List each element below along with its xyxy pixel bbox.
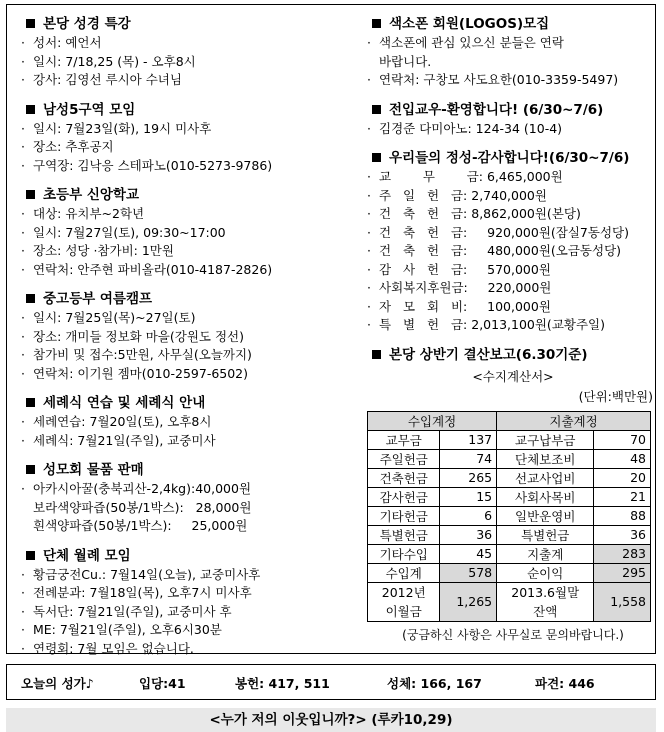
info-line: 대상: 유치부~2학년 [33,206,145,221]
info-line: 강사: 김영선 루시아 수녀님 [33,72,182,87]
square-bullet-icon [372,153,381,162]
section-district-meeting: 남성5구역 모임 · 일시: 7월23일(화), 19시 미사후 · 장소: 추후공지 · 구역장: 김낙응 스테파노(010-5273-9786) [21,101,273,173]
offering-line: 사회복지후원금: 220,000원 [379,280,552,295]
square-bullet-icon [372,350,381,359]
financial-table [367,411,651,622]
section-newcomers: 전입교우-환영합니다! (6/30~7/6) · 김경준 다미아노: 124-34 (10-4) [367,101,604,136]
section-title: 본당 상반기 결산보고(6.30기준) [389,346,588,363]
square-bullet-icon [26,551,35,560]
section-offerings: 우리들의 정성-감사합니다!(6/30~7/6) · 교 무 금: 6,465,000원 · 주 일 헌 금: 2,740,000원 · 건 축 헌 금: 8,862,000원(본당) · 건 축 헌 금: 920,000원(잠실7동성당) · 건 축 헌 금: 480,000원(오금동성당) · 감 사 헌 금: 570,000원 · 사회복지후원금: 220,000원 · 자 모 회 비: 100,000원 · 특 별 헌 금: 2,013,100원(교황주일) [367,150,630,332]
info-line: 성서: 예언서 [33,35,102,50]
info-line: 세례연습: 7월20일(토), 오후8시 [33,414,212,429]
section-monthly-meetings: 단체 월례 모임 · 황금궁전Cu.: 7월14일(오늘), 교중미사후 · 전례분과: 7월18일(목), 오후7시 미사후 · 독서단: 7월21일(주일), 교중미사 후 · ME: 7월21일(주일), 오후6시30분 · 연령회: 7월 모임은 없습니다. [21,547,261,656]
hymn-entry: 입당:41 [139,676,186,691]
info-line: 연락처: 구창모 사도요한(010-3359-5497) [379,72,619,87]
hymn-dismissal: 파견: 446 [535,676,595,691]
info-line: 세례식: 7월21일(주일), 교중미사 [33,432,216,448]
square-bullet-icon [372,105,381,114]
section-elementary-school: 초등부 신앙학교 · 대상: 유치부~2학년 · 일시: 7월27일(토), 09:30~17:00 · 장소: 성당 ·참가비: 1만원 · 연락처: 안주현 파비올라(010-4187-2826) [21,187,273,277]
info-line: 구역장: 김낙응 스테파노(010-5273-9786) [33,157,273,173]
info-line: 장소: 성당 ·참가비: 1만원 [33,243,174,258]
table-row: 건축헌금 265 선교사업비 20 [368,468,651,487]
table-row: 교무금 137 교구납부금 70 [368,430,651,449]
section-title: 중고등부 여름캠프 [43,291,153,307]
bible-verse: <누가 저의 이웃입니까?> (루카10,29) [6,708,656,732]
info-line: 김경준 다미아노: 124-34 (10-4) [379,120,563,136]
info-line: 색소폰에 관심 있으신 분들은 연락 [379,35,564,50]
hymn-title: 오늘의 성가♪ [21,676,94,691]
square-bullet-icon [26,105,35,114]
info-line: 장소: 추후공지 [33,139,114,154]
info-line: 황금궁전Cu.: 7월14일(오늘), 교중미사후 [33,566,261,582]
right-column [367,15,659,643]
report-subtitle: <수지계산서> [472,368,554,384]
table-row: 기타수입 45 지출계 283 [368,544,651,563]
table-note: (궁금하신 사항은 사무실로 문의바랍니다.) [402,627,624,642]
offering-line: 건 축 헌 금: 8,862,000원(본당) [379,206,581,221]
square-bullet-icon [26,398,35,407]
offering-line: 건 축 헌 금: 920,000원(잠실7동성당) [379,224,629,240]
square-bullet-icon [26,19,35,28]
section-saxophone: 색소폰 회원(LOGOS)모집 · 색소폰에 관심 있으신 분들은 연락 바랍니다. · 연락처: 구창모 사도요한(010-3359-5497) [367,16,619,87]
hymn-bar [6,664,656,700]
table-row: 주일헌금 74 단체보조비 48 [368,449,651,468]
hymn-communion: 성체: 166, 167 [387,676,482,691]
section-title: 색소폰 회원(LOGOS)모집 [389,16,550,32]
info-line: 장소: 개미들 정보화 마을(강원도 정선) [33,328,244,344]
info-line: 바랍니다. [379,53,432,69]
square-bullet-icon [372,19,381,28]
info-line: 일시: 7월23일(화), 19시 미사후 [33,120,212,136]
section-title: 전입교우-환영합니다! (6/30~7/6) [389,101,604,118]
section-title: 초등부 신앙학교 [43,187,139,203]
info-line: 참가비 및 접수:5만원, 사무실(오늘까지) [33,347,252,362]
income-header: 수입계정 [368,411,497,430]
square-bullet-icon [26,465,35,474]
offering-line: 감 사 헌 금: 570,000원 [379,261,551,277]
info-line: 일시: 7월25일(목)~27일(토) [33,310,196,325]
section-title: 단체 월례 모임 [43,547,131,564]
info-line: 흰색양파즙(50봉/1박스): 25,000원 [33,518,248,533]
square-bullet-icon [26,294,35,303]
info-line: 일시: 7/18,25 (목) - 오후8시 [33,53,196,69]
section-title: 성모회 물품 판매 [43,462,144,478]
report-unit: (단위:백만원) [578,389,653,404]
info-line: 아카시아꿀(충북괴산-2,4kg):40,000원 [33,481,252,496]
section-baptism: 세례식 연습 및 세례식 안내 · 세례연습: 7월20일(토), 오후8시 · 세례식: 7월21일(주일), 교중미사 [21,395,216,448]
bulletin-frame [6,4,656,654]
table-header-row [368,411,651,430]
section-goods-sale: 성모회 물품 판매 · 아카시아꿀(충북괴산-2,4kg):40,000원 보라색양파즙(50봉/1박스): 28,000원 흰색양파즙(50봉/1박스): 25,000원 [21,462,252,533]
table-row: 기타헌금 6 일반운영비 88 [368,506,651,525]
hymn-offertory: 봉헌: 417, 511 [235,676,330,691]
info-line: 독서단: 7월21일(주일), 교중미사 후 [33,603,232,619]
section-title: 우리들의 정성-감사합니다!(6/30~7/6) [389,150,630,166]
section-summer-camp: 중고등부 여름캠프 · 일시: 7월25일(목)~27일(토) · 장소: 개미들 정보화 마을(강원도 정선) · 참가비 및 접수:5만원, 사무실(오늘까지) · 연락처: 이기원 젬마(010-2597-6502) [21,291,252,381]
section-title: 본당 성경 특강 [43,16,131,32]
offering-line: 자 모 회 비: 100,000원 [379,298,551,314]
table-row-balance: 2012년 이월금 1,265 2013.6월말 잔액 1,558 [368,582,651,621]
expense-header: 지출계정 [497,411,651,430]
info-line: 일시: 7월27일(토), 09:30~17:00 [33,224,226,240]
offering-line: 교 무 금: 6,465,000원 [379,169,563,184]
offering-line: 특 별 헌 금: 2,013,100원(교황주일) [379,317,605,332]
square-bullet-icon [26,190,35,199]
info-line: 전례분과: 7월18일(목), 오후7시 미사후 [33,585,252,600]
info-line: ME: 7월21일(주일), 오후6시30분 [33,622,222,637]
offering-line: 건 축 헌 금: 480,000원(오금동성당) [379,243,622,258]
section-title: 남성5구역 모임 [43,101,136,118]
info-line: 연락처: 이기원 젬마(010-2597-6502) [33,365,249,381]
info-line: 연령회: 7월 모임은 없습니다. [33,640,194,656]
table-row: 감사헌금 15 사회사목비 21 [368,487,651,506]
left-column [21,15,356,669]
table-row: 특별헌금 36 특별헌금 36 [368,525,651,544]
table-row: 수입계 578 순이익 295 [368,563,651,582]
info-line: 연락처: 안주현 파비올라(010-4187-2826) [33,261,273,277]
offering-line: 주 일 헌 금: 2,740,000원 [379,187,547,203]
info-line: 보라색양파즙(50봉/1박스): 28,000원 [33,499,252,515]
section-financial-report [367,346,659,643]
section-title: 세례식 연습 및 세례식 안내 [43,395,206,411]
section-bible-lecture: 본당 성경 특강 · 성서: 예언서 · 일시: 7/18,25 (목) - 오후8시 · 강사: 김영선 루시아 수녀님 [21,16,196,87]
